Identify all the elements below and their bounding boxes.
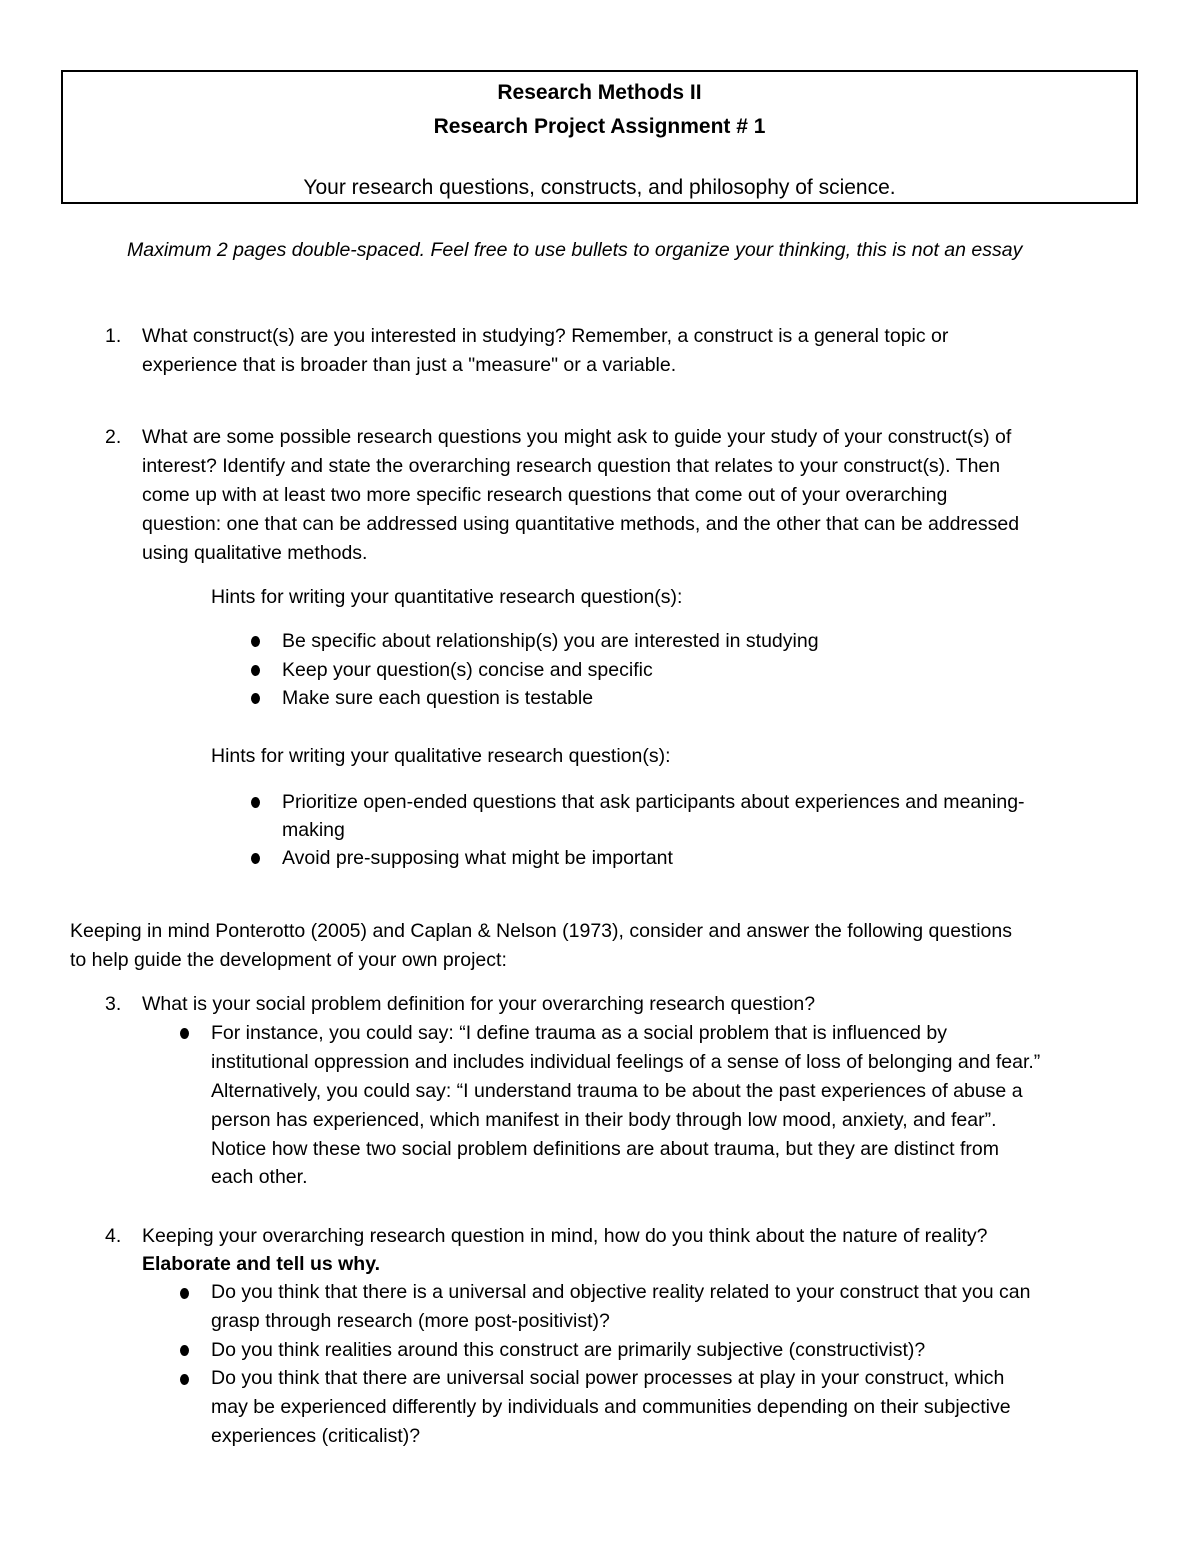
q3-bullet-line: Notice how these two social problem definitions are about trauma, but they are distinct from	[211, 1138, 999, 1160]
instructions: Maximum 2 pages double-spaced. Feel free to use bullets to organize your thinking, this is not an essay	[127, 239, 1023, 261]
q2-line: interest? Identify and state the overarching research question that relates to your construct(s). Then	[142, 455, 1001, 477]
bullet-icon	[251, 665, 260, 676]
q4-bullet-line: Do you think realities around this construct are primarily subjective (constructivist)?	[211, 1339, 926, 1361]
q1-number: 1.	[105, 325, 122, 347]
q1-line: experience that is broader than just a "measure" or a variable.	[142, 354, 677, 376]
q2-line: using qualitative methods.	[142, 542, 368, 564]
q4-text: Keeping your overarching research question in mind, how do you think about the nature of reality?	[142, 1225, 988, 1247]
qual-hints-heading: Hints for writing your qualitative research question(s):	[211, 745, 671, 767]
bullet-icon	[251, 636, 260, 647]
quant-hint: Keep your question(s) concise and specific	[282, 659, 653, 681]
q2-line: come up with at least two more specific research questions that come out of your overarching	[142, 484, 948, 506]
q4-bullet-line: experiences (criticalist)?	[211, 1425, 421, 1447]
assignment-title: Research Project Assignment # 1	[433, 115, 766, 138]
q3-bullet-line: For instance, you could say: “I define trauma as a social problem that is influenced by	[211, 1022, 947, 1044]
q2-line: What are some possible research questions you might ask to guide your study of your construct(s) of	[142, 426, 1012, 448]
q3-bullet-line: Alternatively, you could say: “I understand trauma to be about the past experiences of abuse a	[211, 1080, 1023, 1102]
q2-number: 2.	[105, 426, 122, 448]
q4-bullet-line: Do you think that there are universal social power processes at play in your construct, which	[211, 1367, 1005, 1389]
bullet-icon	[251, 853, 260, 864]
q2-line: question: one that can be addressed using quantitative methods, and the other that can be addressed	[142, 513, 1020, 535]
q3-bullet-line: each other.	[211, 1166, 308, 1188]
q4-bullet-line: may be experienced differently by individuals and communities depending on their subjective	[211, 1396, 1011, 1418]
q1-line: What construct(s) are you interested in studying? Remember, a construct is a general topic or	[142, 325, 949, 347]
bullet-icon	[251, 797, 260, 808]
q4-emphasis: Elaborate and tell us why.	[142, 1253, 381, 1275]
intro-line: Keeping in mind Ponterotto (2005) and Caplan & Nelson (1973), consider and answer the following questions	[70, 920, 1012, 942]
q4-number: 4.	[105, 1225, 122, 1247]
q4-bullet-line: grasp through research (more post-positivist)?	[211, 1310, 610, 1332]
quant-hints-heading: Hints for writing your quantitative research question(s):	[211, 586, 683, 608]
q3-number: 3.	[105, 993, 122, 1015]
qual-hint: Avoid pre-supposing what might be important	[282, 847, 673, 869]
title-box	[61, 70, 1138, 204]
assignment-subtitle: Your research questions, constructs, and philosophy of science.	[303, 176, 896, 199]
bullet-icon	[180, 1028, 189, 1039]
q3-text: What is your social problem definition for your overarching research question?	[142, 993, 816, 1015]
bullet-icon	[180, 1288, 189, 1299]
course-title: Research Methods II	[497, 81, 702, 104]
bullet-icon	[180, 1345, 189, 1356]
bullet-icon	[180, 1374, 189, 1385]
quant-hint: Be specific about relationship(s) you are interested in studying	[282, 630, 819, 652]
bullet-icon	[251, 693, 260, 704]
qual-hint: Prioritize open-ended questions that ask participants about experiences and meaning-	[282, 791, 1025, 813]
q4-bullet-line: Do you think that there is a universal and objective reality related to your construct that you can	[211, 1281, 1031, 1303]
q3-bullet-line: person has experienced, which manifest in their body through low mood, anxiety, and fear”.	[211, 1109, 997, 1131]
intro-line: to help guide the development of your own project:	[70, 949, 507, 971]
quant-hint: Make sure each question is testable	[282, 687, 594, 709]
qual-hint: making	[282, 819, 345, 841]
q3-bullet-line: institutional oppression and includes individual feelings of a sense of loss of belonging and fear.”	[211, 1051, 1041, 1073]
